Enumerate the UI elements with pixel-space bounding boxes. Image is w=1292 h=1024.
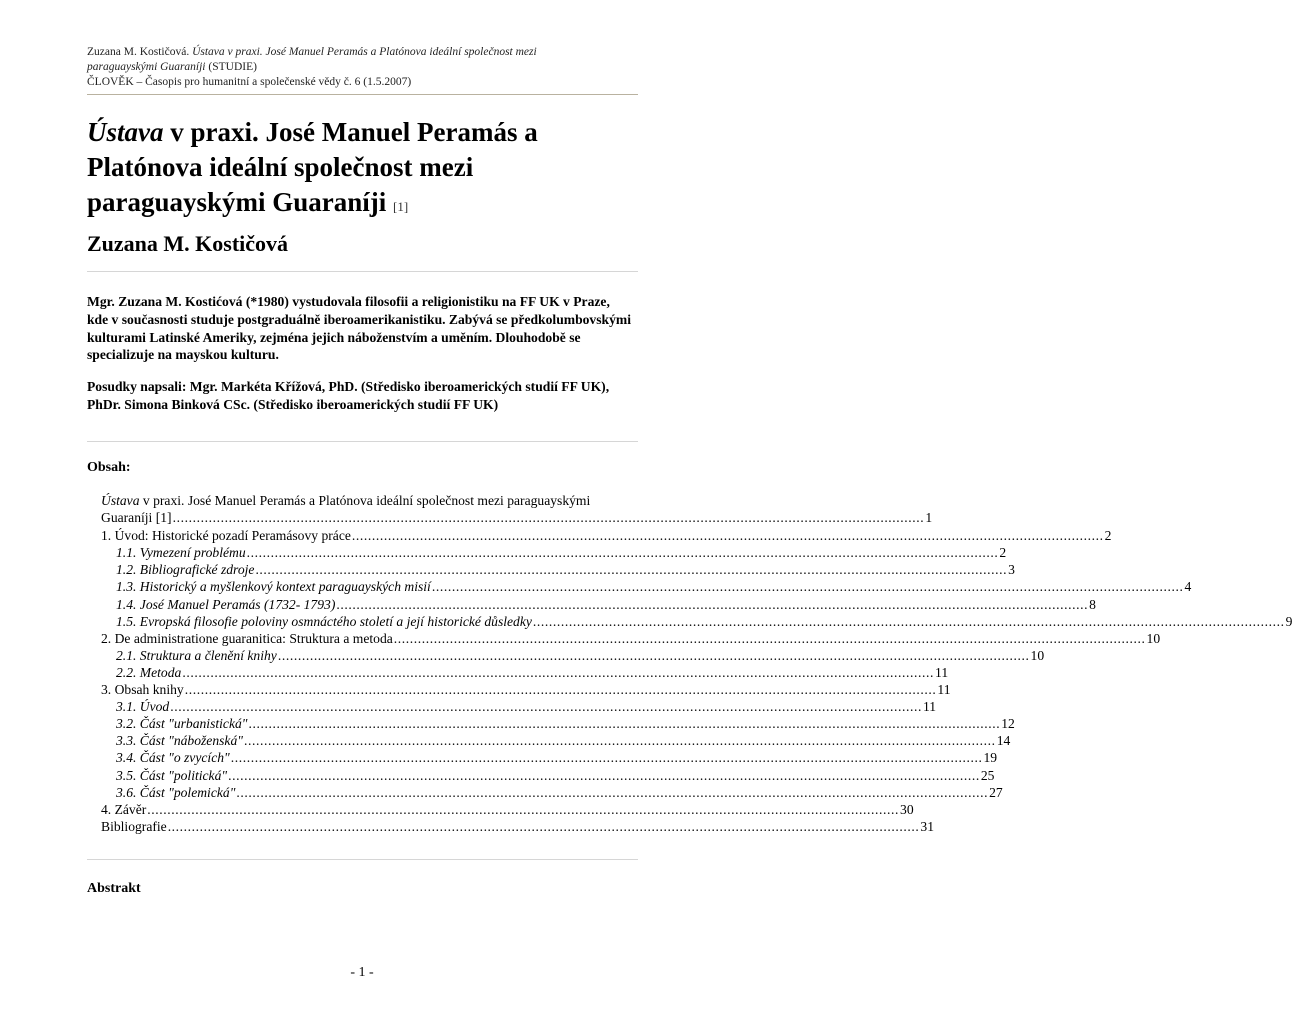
toc-page-number: 10 xyxy=(1146,630,1161,646)
divider xyxy=(87,271,638,272)
toc-page-number: 3 xyxy=(1008,562,1015,578)
toc-leader-dots: ............................................................................................................................................................................................ xyxy=(228,767,980,783)
toc-title-text: v praxi. José Manuel Peramás a Platónova ideální společnost mezi paraguayskými xyxy=(139,493,591,508)
toc-entry-label: 3.3. Část "náboženská" xyxy=(116,733,243,749)
toc-leader-dots: ............................................................................................................................................................................................ xyxy=(393,630,1146,646)
toc-entry-title[interactable] xyxy=(101,492,933,526)
toc-leader-dots: ............................................................................................................................................................................................ xyxy=(248,716,1001,732)
toc-entry[interactable] xyxy=(101,630,1161,647)
toc-entry-label: 3.1. Úvod xyxy=(116,699,170,715)
toc-entry[interactable] xyxy=(101,544,1007,561)
toc-heading: Obsah: xyxy=(87,460,131,475)
title-italic: Ústava xyxy=(87,117,164,147)
toc-page-number: 8 xyxy=(1089,596,1096,612)
toc-entry-label: 2.1. Struktura a členění knihy xyxy=(116,647,277,663)
author-name: Zuzana M. Kostičová xyxy=(87,231,289,256)
toc-page-number: 19 xyxy=(983,750,998,766)
toc-leader-dots: ............................................................................................................................................................................................ xyxy=(236,784,989,800)
toc-leader-dots: ............................................................................................................................................................................................ xyxy=(170,699,922,715)
toc-leader-dots: ............................................................................................................................................................................................ xyxy=(431,579,1184,595)
toc-leader-dots: ............................................................................................................................................................................................ xyxy=(255,562,1008,578)
title-text: v praxi. José Manuel Peramás a Platónova ideální společnost mezi paraguayskými Guaraníji xyxy=(87,117,538,217)
toc-entry-label: 2. De administratione guaranitica: Struktura a metoda xyxy=(101,630,393,646)
author-bio: Mgr. Zuzana M. Kostićová (*1980) vystudovala filosofii a religionistiku na FF UK v Praze, kde v současnosti studuje postgraduálně iberoamerikanistiku. Zabývá se předkolumbovskými kulturami Latinské Ameriky, zejména jejich náboženstvím a uměním. Dlouhodobě se specializuje na mayskou kulturu. xyxy=(87,294,631,363)
toc-leader-dots: ............................................................................................................................................................................................ xyxy=(532,613,1285,629)
toc-page-number: 30 xyxy=(900,801,914,817)
toc-leader-dots: ............................................................................................................................................................................................ xyxy=(336,596,1089,612)
toc-entry[interactable] xyxy=(101,715,1015,732)
toc-page-number: 2 xyxy=(999,545,1007,561)
toc-entry-label: 3.2. Část "urbanistická" xyxy=(116,716,248,732)
toc-entry[interactable] xyxy=(101,578,1192,595)
toc-entry[interactable] xyxy=(101,647,1045,664)
toc-entry-label: 1.5. Evropská filosofie poloviny osmnáctého století a její historické důsledky xyxy=(116,613,532,629)
table-of-contents xyxy=(101,492,1292,835)
toc-page-number: 9 xyxy=(1285,613,1292,629)
toc-entry-label: 3.6. Část "polemická" xyxy=(116,784,236,800)
toc-leader-dots: ............................................................................................................................................................................................ xyxy=(184,682,937,698)
toc-entry-label: 1. Úvod: Historické pozadí Peramásovy práce xyxy=(101,528,351,544)
reviewers: Posudky napsali: Mgr. Markéta Křížová, PhD. (Středisko iberoamerických studií FF UK), PhDr. Simona Binková CSc. (Středisko iberoamerických studií FF UK) xyxy=(87,379,610,412)
toc-entry[interactable] xyxy=(101,664,949,681)
header-title-italic: Ústava v praxi. José Manuel Peramás a Platónova ideální společnost mezi xyxy=(192,46,537,58)
toc-entry-label: 3.5. Část "politická" xyxy=(116,767,228,783)
header-author: Zuzana M. Kostičová. xyxy=(87,46,193,58)
toc-entry[interactable] xyxy=(101,784,1003,801)
toc-entry[interactable] xyxy=(101,698,937,715)
header-divider xyxy=(87,94,638,95)
toc-entry[interactable] xyxy=(101,801,914,818)
toc-page-number: 2 xyxy=(1104,528,1112,544)
toc-entry[interactable] xyxy=(101,749,998,766)
toc-leader-dots: ............................................................................................................................................................................................ xyxy=(172,510,925,526)
abstract-heading: Abstrakt xyxy=(87,881,141,896)
toc-leader-dots: ............................................................................................................................................................................................ xyxy=(182,664,935,680)
toc-leader-dots: ............................................................................................................................................................................................ xyxy=(246,545,999,561)
toc-page-number: 10 xyxy=(1030,647,1045,663)
toc-entry-label: 3.4. Část "o zvycích" xyxy=(116,750,230,766)
toc-leader-dots: ............................................................................................................................................................................................ xyxy=(167,818,920,834)
toc-entry[interactable] xyxy=(101,818,934,835)
toc-title-italic: Ústava xyxy=(101,493,140,508)
divider xyxy=(87,859,638,860)
header-type: (STUDIE) xyxy=(205,61,257,73)
toc-page-number: 11 xyxy=(935,664,949,680)
toc-leader-dots: ............................................................................................................................................................................................ xyxy=(277,647,1030,663)
toc-entry-label: 1.3. Historický a myšlenkový kontext paraguayských misií xyxy=(116,579,431,595)
toc-page-number: 1 xyxy=(925,510,933,526)
toc-entry-label: 1.1. Vymezení problému xyxy=(116,545,246,561)
toc-leader-dots: ............................................................................................................................................................................................ xyxy=(243,733,996,749)
toc-page-number: 27 xyxy=(989,784,1003,800)
toc-entry-label: 1.4. José Manuel Peramás (1732- 1793) xyxy=(116,596,336,612)
toc-page-number: 4 xyxy=(1184,579,1192,595)
toc-entry[interactable] xyxy=(101,561,1015,578)
toc-entry[interactable] xyxy=(101,681,951,698)
toc-title-line2: Guaraníji [1] xyxy=(101,510,172,526)
toc-entry[interactable] xyxy=(101,732,1011,749)
running-header xyxy=(87,45,637,90)
article-title xyxy=(87,115,647,224)
title-footnote-link[interactable]: [1] xyxy=(393,199,409,214)
toc-page-number: 11 xyxy=(922,699,937,715)
toc-page-number: 25 xyxy=(980,767,995,783)
toc-entry-label: 2.2. Metoda xyxy=(116,664,182,680)
toc-leader-dots: ............................................................................................................................................................................................ xyxy=(147,801,900,817)
toc-page-number: 12 xyxy=(1001,716,1015,732)
page-number: - 1 - xyxy=(350,965,374,980)
toc-page-number: 14 xyxy=(996,733,1011,749)
toc-entry[interactable] xyxy=(101,596,1096,613)
toc-entry[interactable] xyxy=(101,767,995,784)
toc-entry-label: Bibliografie xyxy=(101,818,167,834)
toc-entry-label: 4. Závěr xyxy=(101,801,147,817)
toc-entry[interactable] xyxy=(101,527,1112,544)
toc-entry-label: 3. Obsah knihy xyxy=(101,682,184,698)
toc-leader-dots: ............................................................................................................................................................................................ xyxy=(230,750,983,766)
divider xyxy=(87,441,638,442)
header-title-italic-2: paraguayskými Guaraníji xyxy=(87,61,206,73)
header-journal: ČLOVĚK – Časopis pro humanitní a společenské vědy č. 6 (1.5.2007) xyxy=(87,76,412,88)
toc-leader-dots: ............................................................................................................................................................................................ xyxy=(351,528,1104,544)
toc-entry[interactable] xyxy=(101,613,1292,630)
toc-page-number: 11 xyxy=(937,682,951,698)
toc-entry-label: 1.2. Bibliografické zdroje xyxy=(116,562,255,578)
toc-page-number: 31 xyxy=(920,818,934,834)
